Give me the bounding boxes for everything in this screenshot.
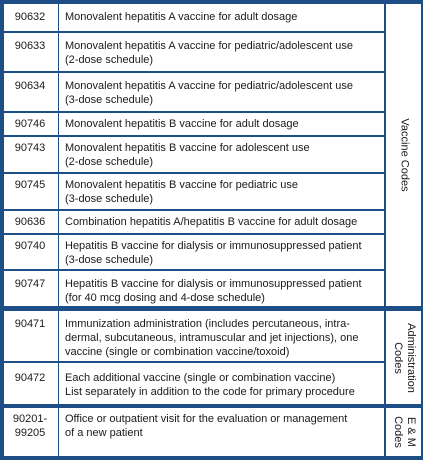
description-cell [65, 311, 380, 359]
code-cell: 90743 [14, 142, 46, 154]
description-line: (2-dose schedule) [65, 54, 154, 66]
code-line: 90201- [12, 413, 48, 425]
column-divider [58, 137, 59, 172]
column-divider [58, 211, 59, 233]
description-line: Monovalent hepatitis A vaccine for pediatric/adolescent use [65, 80, 354, 92]
section-label-text: Vaccine Codes [398, 118, 410, 192]
code-cell: 90632 [14, 11, 46, 23]
section-label-line: Codes [391, 341, 404, 374]
section-label-text [391, 323, 417, 393]
description-line: Monovalent hepatitis B vaccine for adolescent use [65, 142, 310, 154]
description-line: Monovalent hepatitis B vaccine for pediatric use [65, 179, 298, 191]
section-label-line: E & M [404, 417, 417, 447]
vaccine-codes-section [4, 4, 421, 304]
description-line: Each additional vaccine (single or combination vaccine) [65, 372, 336, 384]
description-line: (3-dose schedule) [65, 193, 154, 205]
description-cell [65, 211, 380, 229]
administration-codes-section [4, 311, 421, 403]
section-label-administration-codes [386, 311, 421, 404]
code-cell: 90636 [14, 216, 46, 228]
description-cell [65, 113, 380, 131]
section-label-text [391, 416, 417, 448]
description-cell [65, 235, 380, 267]
em-codes-section [4, 408, 421, 456]
column-divider [58, 311, 59, 361]
description-line: Office or outpatient visit for the evaluation or management [65, 413, 348, 425]
code-cell: 90740 [14, 240, 46, 252]
description-line: Immunization administration (includes percutaneous, intra- [65, 318, 350, 330]
description-cell [65, 408, 380, 440]
description-cell [65, 174, 380, 206]
section-label-line: Administration [404, 322, 417, 393]
code-line: 99205 [14, 427, 46, 439]
description-cell [65, 73, 380, 107]
table-row [4, 174, 384, 209]
table-row [4, 363, 384, 404]
description-line: of a new patient [65, 427, 143, 439]
description-cell [65, 33, 380, 67]
description-line: (2-dose schedule) [65, 156, 154, 168]
table-row [4, 235, 384, 269]
section-label-em-codes [386, 408, 421, 456]
description-cell [65, 363, 380, 399]
code-cell: 90634 [14, 80, 46, 92]
code-cell: 90747 [14, 278, 46, 290]
code-cell [4, 408, 56, 440]
description-line: (for 40 mcg dosing and 4-dose schedule) [65, 292, 265, 304]
description-line: Combination hepatitis A/hepatitis B vaccine for adult dosage [65, 216, 358, 228]
description-line: Hepatitis B vaccine for dialysis or immunosuppressed patient [65, 240, 362, 252]
table-row [4, 137, 384, 172]
description-line: Monovalent hepatitis A vaccine for pediatric/adolescent use [65, 40, 354, 52]
column-divider [58, 174, 59, 209]
table-row [4, 113, 384, 135]
column-divider [58, 235, 59, 269]
description-line: vaccine (single or combination vaccine/toxoid) [65, 346, 290, 358]
description-line: Monovalent hepatitis B vaccine for adult dosage [65, 118, 299, 130]
column-divider [58, 113, 59, 135]
description-line: Hepatitis B vaccine for dialysis or immunosuppressed patient [65, 278, 362, 290]
table-row [4, 311, 384, 361]
code-cell: 90472 [14, 372, 46, 384]
description-line: dermal, subcutaneous, intramuscular and jet injections), one [65, 332, 359, 344]
description-cell [65, 4, 380, 24]
description-line: Monovalent hepatitis A vaccine for adult dosage [65, 11, 298, 23]
code-cell: 90745 [14, 179, 46, 191]
code-cell: 90471 [14, 318, 46, 330]
table-row [4, 4, 384, 31]
section-label-vaccine-codes [386, 4, 421, 306]
description-line: (3-dose schedule) [65, 254, 154, 266]
table-row [4, 33, 384, 71]
code-cell: 90746 [14, 118, 46, 130]
code-cell: 90633 [14, 40, 46, 52]
table-row [4, 211, 384, 233]
description-line: List separately in addition to the code for primary procedure [65, 386, 355, 398]
table-row [4, 73, 384, 111]
table-row [4, 271, 384, 306]
column-divider [58, 4, 59, 31]
column-divider [58, 271, 59, 306]
column-divider [58, 408, 59, 456]
column-divider [58, 363, 59, 404]
table-row [4, 408, 384, 456]
column-divider [58, 33, 59, 71]
description-line: (3-dose schedule) [65, 94, 154, 106]
section-label-line: Codes [391, 416, 404, 448]
column-divider [58, 73, 59, 111]
description-cell [65, 271, 380, 305]
description-cell [65, 137, 380, 169]
